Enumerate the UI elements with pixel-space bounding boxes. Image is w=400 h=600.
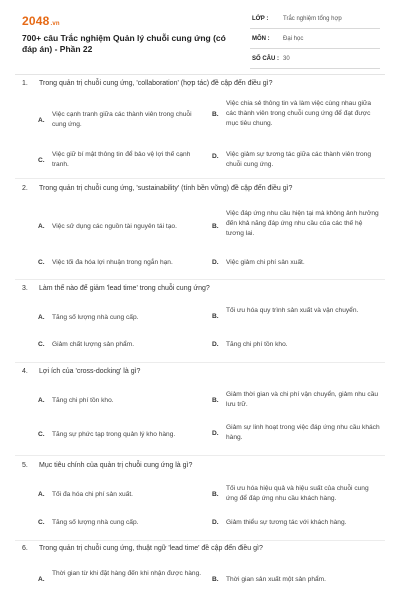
question-divider [15, 540, 385, 541]
question-text: 5. Mục tiêu chính của quản trị chuỗi cung ứng là gì? [22, 462, 193, 469]
meta-row-count [250, 53, 380, 69]
meta-value: Đại học [283, 36, 304, 42]
document-title: 700+ câu Trắc nghiệm Quản lý chuỗi cung ứng (có đáp án) - Phần 22 [22, 33, 226, 54]
option-c[interactable]: C. Việc giữ bí mật thông tin để bảo vệ lợi thế cạnh tranh. [38, 151, 191, 168]
meta-key: MÔN : [252, 36, 270, 42]
option-a[interactable]: A. Tăng chi phí tồn kho. [38, 397, 114, 404]
option-d[interactable]: D. Việc giảm sự tương tác giữa các thành viên trong chuỗi cung ứng. [212, 151, 371, 168]
option-a[interactable]: A. Thời gian từ khi đặt hàng đến khi nhận được hàng. [38, 570, 202, 583]
option-b[interactable]: B. Tối ưu hóa hiệu quả và hiệu suất của chuỗi cung ứng để đáp ứng nhu cầu khách hàng. [212, 485, 369, 502]
document-header [0, 0, 400, 74]
option-a[interactable]: A. Tăng số lượng nhà cung cấp. [38, 314, 139, 321]
option-d[interactable]: D. Giảm sự linh hoạt trong việc đáp ứng nhu cầu khách hàng. [212, 424, 380, 441]
question-divider [15, 455, 385, 456]
question-text: 1. Trong quản trị chuỗi cung ứng, 'collaboration' (hợp tác) đề cập đến điều gì? [22, 80, 273, 87]
option-a[interactable]: A. Việc sử dụng các nguồn tài nguyên tái tạo. [38, 223, 177, 230]
question-text: 2. Trong quản trị chuỗi cung ứng, 'sustainability' (tính bền vững) đề cập đến điều gì? [22, 185, 293, 192]
option-c[interactable]: C. Giảm chất lượng sản phẩm. [38, 341, 135, 348]
meta-row-class [250, 13, 380, 29]
option-c[interactable]: C. Việc tối đa hóa lợi nhuận trong ngắn hạn. [38, 259, 173, 266]
question-text: 4. Lợi ích của 'cross-docking' là gì? [22, 368, 141, 375]
option-d[interactable]: D. Tăng chi phí tồn kho. [212, 341, 288, 348]
option-b[interactable]: B. Tối ưu hóa quy trình sản xuất và vận chuyển. [212, 307, 359, 320]
site-logo[interactable]: 2048.vn [22, 14, 60, 28]
header-divider [15, 74, 385, 75]
option-b[interactable]: B. Thời gian sản xuất một sản phẩm. [212, 576, 326, 583]
option-c[interactable]: C. Tăng sự phức tạp trong quản lý kho hàng. [38, 431, 176, 438]
option-a[interactable]: A. Tối đa hóa chi phí sản xuất. [38, 491, 134, 498]
option-a[interactable]: A. Việc cạnh tranh giữa các thành viên trong chuỗi cung ứng. [38, 111, 192, 128]
question-divider [15, 178, 385, 179]
meta-key: LỚP : [252, 16, 269, 22]
option-c[interactable]: C. Tăng số lượng nhà cung cấp. [38, 519, 139, 526]
meta-value: 30 [283, 56, 290, 62]
meta-value: Trắc nghiệm tổng hợp [283, 16, 342, 22]
question-text: 3. Làm thế nào để giảm 'lead time' trong chuỗi cung ứng? [22, 285, 210, 292]
question-divider [15, 362, 385, 363]
meta-row-subject [250, 33, 380, 49]
document-meta [250, 13, 380, 73]
meta-key: SỐ CÂU : [252, 56, 279, 62]
option-d[interactable]: D. Việc giảm chi phí sản xuất. [212, 259, 305, 266]
question-text: 6. Trong quản trị chuỗi cung ứng, thuật ngữ 'lead time' đề cập đến điều gì? [22, 545, 263, 552]
option-d[interactable]: D. Giảm thiểu sự tương tác với khách hàng. [212, 519, 347, 526]
option-b[interactable]: B. Việc chia sẻ thông tin và làm việc cùng nhau giữa các thành viên trong chuỗi cung ứng để đạt được mục tiêu chung. [212, 100, 372, 127]
question-divider [15, 279, 385, 280]
option-b[interactable]: B. Việc đáp ứng nhu cầu hiện tại mà không ảnh hưởng đến khả năng đáp ứng nhu cầu của các thế hệ tương lai. [212, 210, 379, 237]
option-b[interactable]: B. Giảm thời gian và chi phí vận chuyển, giảm nhu cầu lưu trữ. [212, 391, 379, 408]
